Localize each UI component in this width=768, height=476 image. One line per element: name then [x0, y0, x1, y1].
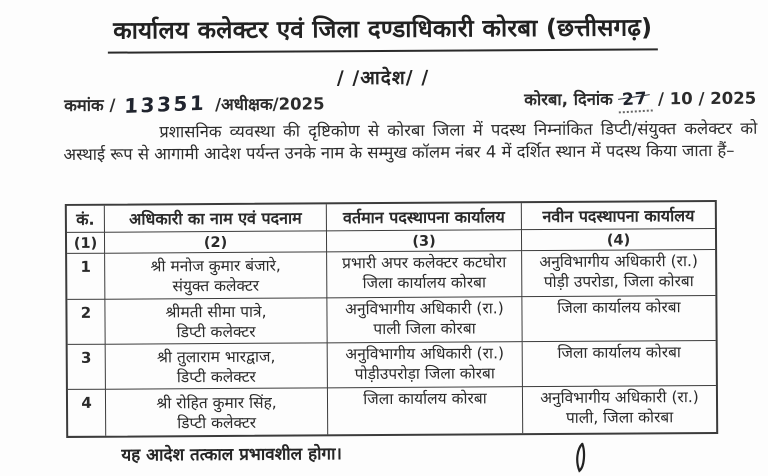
document-header	[0, 10, 767, 55]
closing-statement: यह आदेश तत्काल प्रभावशील होगा।	[121, 444, 342, 466]
reference-suffix: /अधीक्षक/2025	[214, 94, 325, 115]
table-row-current-office: अनुविभागीय अधिकारी (रा.) पोड़ीउपरोड़ा जिला कोरबा	[328, 342, 523, 388]
table-row-new-office: अनुविभागीय अधिकारी (रा.) पाली, जिला कोरबा	[540, 388, 699, 427]
posting-table	[65, 200, 718, 438]
reference-prefix: कमांक /	[64, 95, 116, 115]
table-row-sn: 3	[68, 345, 106, 390]
table-row-new-office: जिला कार्यालय कोरबा	[522, 296, 715, 342]
column-number: (1)	[67, 233, 105, 254]
table-header-name: अधिकारी का नाम एवं पदनाम	[105, 204, 327, 232]
table-row-new-office: जिला कार्यालय कोरबा	[523, 341, 716, 387]
table-row-current-office: प्रभारी अपर कलेक्टर कटघोरा जिला कार्यालय कोरबा	[327, 251, 522, 298]
handwritten-date-day: 27	[618, 88, 653, 113]
table-row-name: श्रीमती सीमा पात्रे, डिप्टी कलेक्टर	[105, 298, 327, 344]
column-number: (4)	[522, 229, 715, 251]
table-row-name: श्री तुलाराम भारद्वाज, डिप्टी कलेक्टर	[106, 343, 328, 389]
reference-date-row	[64, 86, 757, 119]
date-line	[524, 86, 756, 113]
table-row-sn: 1	[67, 254, 105, 300]
reference-number-line	[64, 90, 325, 119]
table-header-current-office: वर्तमान पदस्थापना कार्यालय	[327, 203, 522, 231]
column-number: (3)	[327, 230, 522, 252]
table-row-sn: 4	[68, 390, 106, 436]
column-number: (2)	[105, 231, 327, 253]
page-title: कार्यालय कलेक्टर एवं जिला दण्डाधिकारी कोरबा (छत्तीसगढ़)	[107, 10, 658, 53]
handwritten-reference-number: 13351	[123, 90, 207, 119]
table-row-name: श्री मनोज कुमार बंजारे, संयुक्त कलेक्टर	[105, 252, 327, 299]
table-row-sn: 2	[67, 300, 105, 345]
table-row-current-office: अनुविभागीय अधिकारी (रा.) पाली जिला कोरबा	[327, 297, 522, 343]
pen-mark-signature-start	[573, 443, 591, 473]
order-body-paragraph: प्रशासनिक व्यवस्था की दृष्टिकोण से कोरबा जिला में पदस्थ निम्नांकित डिप्टी/संयुक्त कलेक्टर को अस्थाई रूप से आगामी आदेश पर्यन्त उनके नाम के सम्मुख कॉलम नंबर 4 में दर्शित स्थान में पदस्थ किया जाता हैं–	[63, 118, 758, 164]
table-row-new-office: अनुविभागीय अधिकारी (रा.) पोड़ी उपरोडा, जिला कोरबा	[522, 250, 715, 297]
table-header-new-office: नवीन पदस्थापना कार्यालय	[522, 202, 715, 230]
date-suffix: / 10 / 2025	[657, 88, 757, 109]
table-row-current-office: जिला कार्यालय कोरबा	[328, 387, 523, 434]
order-heading: / /आदेश/ /	[336, 66, 430, 90]
table-header-sn: कं.	[67, 206, 105, 233]
table-row-name: श्री रोहित कुमार सिंह, डिप्टी कलेक्टर	[106, 388, 328, 435]
date-prefix: कोरबा, दिनांक	[524, 89, 613, 110]
